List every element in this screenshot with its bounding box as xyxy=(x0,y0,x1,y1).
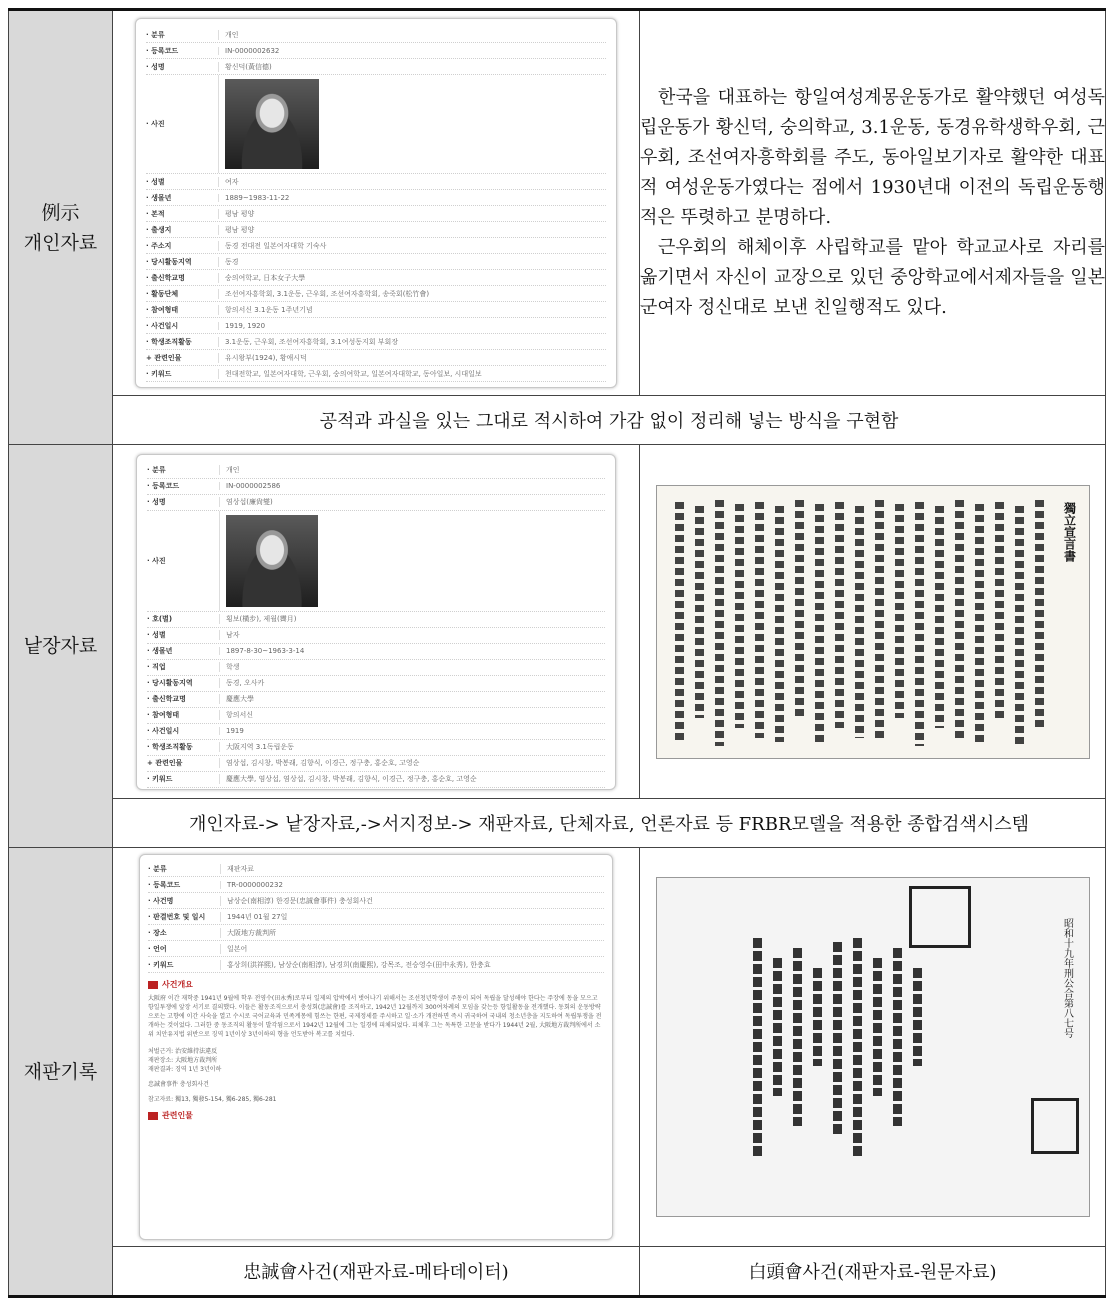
record-field xyxy=(148,941,604,957)
field-label: · 생몰년 xyxy=(147,647,173,655)
field-label: · 등록코드 xyxy=(148,880,181,889)
field-label: · 주소지 xyxy=(146,241,172,250)
field-label: · 성명 xyxy=(146,62,165,71)
portrait-photo xyxy=(225,79,319,169)
scan-text-column xyxy=(813,968,822,1066)
label-line1: 例示 xyxy=(41,201,80,224)
photo-field xyxy=(147,511,605,612)
field-label: · 분류 xyxy=(147,466,166,474)
trial-scan-image xyxy=(656,877,1090,1217)
scan-text-column xyxy=(795,500,804,718)
record-field xyxy=(146,43,606,59)
field-label: · 당시활동지역 xyxy=(146,257,192,266)
record-field xyxy=(148,861,604,877)
record-field xyxy=(146,190,606,206)
field-value: 평남 평양 xyxy=(218,209,606,219)
field-label: · 키워드 xyxy=(147,775,173,783)
field-label: · 학생조직활동 xyxy=(147,743,193,751)
field-label: · 참여형태 xyxy=(147,711,180,719)
scan-text-column xyxy=(873,958,882,1096)
scan-text-column xyxy=(935,506,944,728)
detail-3: 재판결과: 징역 1년 3년이하 xyxy=(148,1066,222,1073)
scan-text-column xyxy=(875,500,884,742)
separate-caption: 개인자료-> 낱장자료,->서지정보-> 재판자료, 단체자료, 언론자료 등 FRBR모델을 적용한 종합검색시스템 xyxy=(113,799,1106,848)
scan-text-column xyxy=(895,504,904,718)
scan-text-column xyxy=(855,506,864,738)
field-label: · 사건일시 xyxy=(147,727,180,735)
field-label: · 등록코드 xyxy=(147,482,180,490)
record-field xyxy=(147,740,605,756)
record-field xyxy=(146,222,606,238)
field-value: 남자 xyxy=(219,630,605,640)
field-value: 1897-8-30~1963-3-14 xyxy=(219,647,605,655)
scan-text-column xyxy=(915,502,924,746)
field-label: · 호(별) xyxy=(147,615,173,623)
field-value: 개인 xyxy=(218,30,606,40)
record-field xyxy=(148,957,604,973)
field-value: 3.1운동, 근우회, 조선여자흥학회, 3.1여성동지회 부회장 xyxy=(218,337,606,347)
field-label: · 사진 xyxy=(146,120,165,128)
field-value: 慶應大學, 염상섭, 염상섭, 김시창, 박봉래, 김향식, 이경근, 정구충, 홍순호, 고영순 xyxy=(219,774,605,784)
record-field xyxy=(147,463,605,479)
scan-text-column xyxy=(913,968,922,1066)
photo-field xyxy=(146,75,606,174)
seal-stamp-icon xyxy=(909,886,971,948)
scan-text-column xyxy=(735,504,744,728)
field-value: IN-0000002632 xyxy=(218,47,606,55)
section-marker-icon xyxy=(148,981,158,989)
scan-header: 昭和十九年刑公合第八七号 xyxy=(1061,918,1073,1038)
record-field xyxy=(147,660,605,676)
scan-text-column xyxy=(853,938,862,1156)
field-label: · 등록코드 xyxy=(146,46,179,55)
field-label: · 분류 xyxy=(146,30,165,39)
field-value: 천대전학교, 일본여자대학, 근우회, 숭의여학교, 일본여자대학교, 동아일보, 시대일보 xyxy=(218,369,606,379)
scan-text-column xyxy=(715,500,724,746)
personal-description xyxy=(640,10,1106,396)
field-label: · 성명 xyxy=(147,498,166,506)
record-field xyxy=(146,254,606,270)
personal-caption: 공적과 과실을 있는 그대로 적시하여 가감 없이 정리해 넣는 방식을 구현함 xyxy=(113,396,1106,445)
scan-text-column xyxy=(975,504,984,742)
field-value: 大阪地方裁判所 xyxy=(220,928,604,938)
field-label: · 키워드 xyxy=(148,960,174,969)
field-value: 염상섭, 김시창, 박봉래, 김향식, 이경근, 정구충, 홍순호, 고영순 xyxy=(219,758,605,768)
scan-title: 獨立宣言書 xyxy=(1062,501,1077,562)
record-field xyxy=(148,909,604,925)
field-value: 재판자료 xyxy=(220,864,604,874)
detail-4: 忠誠會事件 충성회사건 xyxy=(148,1081,209,1088)
field-value: 조선여자흥학회, 3.1운동, 근우회, 조선여자흥학회, 송죽회(松竹會) xyxy=(218,289,606,299)
personal-record xyxy=(135,18,617,388)
field-label: · 생몰년 xyxy=(146,193,172,202)
field-value: 1944년 01월 27일 xyxy=(220,912,604,922)
record-field xyxy=(146,286,606,302)
field-value: TR-0000000232 xyxy=(220,881,604,889)
trial-caption-right: 白頭會사건(재판자료-원문자료) xyxy=(640,1247,1106,1297)
scan-text-column xyxy=(1015,506,1024,746)
scan-text-column xyxy=(695,506,704,718)
field-label: · 장소 xyxy=(148,928,167,937)
field-label: · 키워드 xyxy=(146,369,172,378)
scan-text-column xyxy=(675,502,684,742)
scan-text-column xyxy=(1035,500,1044,728)
field-value: 학생 xyxy=(219,662,605,672)
field-value: 일본어 xyxy=(220,944,604,954)
scan-text-column xyxy=(893,948,902,1126)
field-value: 횡보(橫步), 제월(霽月) xyxy=(219,614,605,624)
personal-record-cell xyxy=(113,10,640,396)
scan-text-column xyxy=(835,502,844,728)
field-value: 황신덕(黃信德) xyxy=(218,62,606,72)
field-label: · 출신학교명 xyxy=(147,695,186,703)
record-field xyxy=(147,676,605,692)
field-value: 항의서신 3.1운동 1주년기념 xyxy=(218,305,606,315)
field-label: · 출생지 xyxy=(146,225,172,234)
field-value: 홍상희(洪祥熙), 남상순(南相淳), 남경희(南慶熙), 강목조, 전승영수(田中永秀), 한충효 xyxy=(220,960,604,970)
field-value: 여자 xyxy=(218,177,606,187)
record-field xyxy=(148,893,604,909)
label-line2: 개인자료 xyxy=(23,231,98,254)
record-field xyxy=(147,772,605,788)
field-label: · 본적 xyxy=(146,209,165,218)
trial-scan-cell xyxy=(640,848,1106,1247)
field-label: · 참여형태 xyxy=(146,305,179,314)
scan-text-column xyxy=(815,504,824,746)
description-paragraph-2: 근우회의 해체이후 사립학교를 맡아 학교교사로 자리를 옮기면서 자신이 교장으로 있던 중앙학교에서제자들을 일본군여자 정신대로 보낸 친일행적도 있다. xyxy=(640,237,1105,318)
field-value: 大阪지역 3.1독립운동 xyxy=(219,742,605,752)
record-field xyxy=(147,708,605,724)
case-summary-text: 大阪府 이간 재학중 1941년 9월에 학우 전영수(田永秀)로부터 일제의 압박에서 벗어나기 위해서는 조선청년학생이 주동이 되어 독립을 달성해야 한다는 주장에 동을 모으고 항일투쟁에 앞장 서기로 결의했다. 이들은 활동조직으로서 충성회(忠誠會)를 조직하고, 1942년 12월까지 300여차례의 모임을 갖는등 항일활동을 전개했다. 동회의 운동방략으로는 고향에 이간 사숙을 열고 수시로 국어교육과 민족계몽에 힘쓰는 한편, 국제정세를 주시하고 일·소가 개전하면 즉시 귀국하여 국내의 청소년층을 지도하여 독립투쟁을 전개하는 것이었다. 그러한 중 동조직의 활동이 발각됨으로서 1942년 12월에 그는 일경에 피체되었다. 피체후 그는 독특한 고문을 받다가 1944년 2월, 大阪地方裁判所에서 소위 치안유지법 위반으로 징역 1년이상 3년이하의 형을 언도받아 복고를 치렀다. xyxy=(148,995,602,1038)
field-value: 1919, 1920 xyxy=(218,322,606,330)
record-field xyxy=(147,628,605,644)
field-value: 항의서신 xyxy=(219,710,605,720)
seal-stamp-icon xyxy=(1031,1098,1079,1154)
record-field xyxy=(146,174,606,190)
field-label: · 사건일시 xyxy=(146,321,179,330)
row-label-trial: 재판기록 xyxy=(9,848,113,1297)
trial-record xyxy=(139,854,613,1240)
record-field xyxy=(146,270,606,286)
record-field xyxy=(146,238,606,254)
scan-text-column xyxy=(773,958,782,1096)
record-field xyxy=(146,334,606,350)
record-field xyxy=(146,350,606,366)
field-value: 1919 xyxy=(219,727,605,735)
field-label: + 관련인물 xyxy=(146,353,182,362)
record-field xyxy=(146,59,606,75)
record-field xyxy=(146,366,606,382)
field-label: · 사진 xyxy=(147,556,166,565)
field-label: · 성별 xyxy=(147,631,166,639)
field-label: · 언어 xyxy=(148,944,167,953)
field-value: 숭의여학교, 日本女子大學 xyxy=(218,273,606,283)
detail-2: 재판장소: 大阪地方裁判所 xyxy=(148,1057,218,1064)
reference-note: 참고자료: 獨13, 獨發5-154, 獨6-285, 獨6-281 xyxy=(148,1096,277,1103)
record-field xyxy=(147,495,605,511)
detail-1: 처벌근거: 治安維持法違反 xyxy=(148,1048,218,1055)
portrait-photo xyxy=(226,515,318,607)
declaration-scan-cell xyxy=(640,445,1106,799)
field-label: · 분류 xyxy=(148,864,167,873)
trial-record-cell xyxy=(113,848,640,1247)
record-field xyxy=(147,692,605,708)
field-value: 동경, 오사카 xyxy=(219,678,605,688)
field-value: 평남 평양 xyxy=(218,225,606,235)
field-label: + 관련인물 xyxy=(147,759,183,767)
field-value: 1889~1983-11-22 xyxy=(218,194,606,202)
field-value: 유시왕부(1924), 황애시덕 xyxy=(218,353,606,363)
related-people-link[interactable]: 관련인물 xyxy=(148,1110,604,1121)
separate-record-cell xyxy=(113,445,640,799)
field-label: · 성별 xyxy=(146,177,165,186)
row-label-separate: 낱장자료 xyxy=(9,445,113,848)
record-field xyxy=(147,479,605,495)
main-table xyxy=(8,8,1106,1298)
trial-caption-left: 忠誠會사건(재판자료-메타데이터) xyxy=(113,1247,640,1297)
declaration-scan-image xyxy=(656,485,1090,759)
record-field xyxy=(147,756,605,772)
scan-text-column xyxy=(793,948,802,1126)
scan-text-column xyxy=(755,502,764,738)
scan-text-column xyxy=(833,942,842,1136)
record-field xyxy=(146,206,606,222)
record-field xyxy=(147,612,605,628)
field-value: 동경 전대전 일본여자대학 기숙사 xyxy=(218,241,606,251)
scan-text-column xyxy=(995,502,1004,718)
record-field xyxy=(146,302,606,318)
field-label: · 출신학교명 xyxy=(146,273,185,282)
field-label: · 직업 xyxy=(147,663,166,671)
record-field xyxy=(147,724,605,740)
field-value: IN-0000002586 xyxy=(219,482,605,490)
record-field xyxy=(148,877,604,893)
row-label-personal xyxy=(9,10,113,445)
field-value: 慶應大學 xyxy=(219,694,605,704)
field-value: 동경 xyxy=(218,257,606,267)
field-label: · 학생조직활동 xyxy=(146,337,192,346)
record-field xyxy=(146,318,606,334)
record-field xyxy=(147,644,605,660)
record-field xyxy=(148,925,604,941)
field-value: 염상섭(廉尙燮) xyxy=(219,497,605,507)
field-label: · 판결번호 및 일시 xyxy=(148,912,206,921)
scan-text-column xyxy=(955,500,964,738)
scan-text-column xyxy=(753,938,762,1156)
field-value: 개인 xyxy=(219,465,605,475)
scan-text-column xyxy=(775,506,784,742)
separate-record xyxy=(136,454,616,790)
case-summary-title: 사건개요 xyxy=(148,979,604,990)
record-field xyxy=(146,27,606,43)
section-marker-icon xyxy=(148,1112,158,1120)
description-paragraph-1: 한국을 대표하는 항일여성계몽운동가로 활약했던 여성독립운동가 황신덕, 숭의학교, 3.1운동, 동경유학생학우회, 근우회, 조선여자흥학회를 주도, 동아일보기자로 활약한 대표적 여성운동가였다는 점에서 1930년대 이전의 독립운동행적은 뚜렷하고 분명하다. xyxy=(640,87,1105,228)
field-label: · 활동단체 xyxy=(146,289,179,298)
field-label: · 당시활동지역 xyxy=(147,679,193,687)
field-label: · 사건명 xyxy=(148,896,174,905)
field-value: 남상순(南相淳) 한경문(忠誠會事件) 충성회사건 xyxy=(220,896,604,906)
